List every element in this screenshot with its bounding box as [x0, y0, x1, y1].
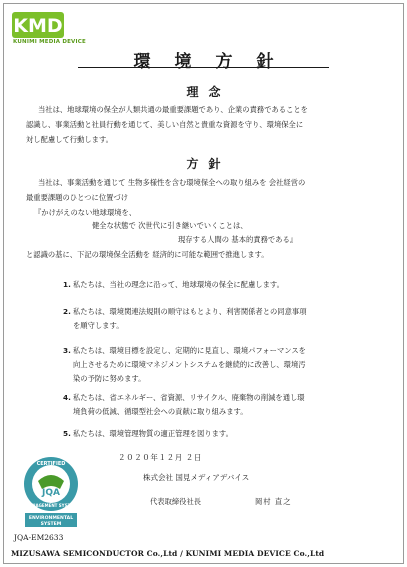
item-text: 私たちは、当社の理念に沿って、地球環境の保全に配慮します。	[73, 280, 284, 289]
philosophy-line: 認識し、事業活動と社員行動を通じて、美しい自然と貴重な資源を守り、環境保全に	[26, 120, 304, 129]
policy-line: 最重要課題のひとつに位置づけ	[26, 193, 129, 202]
item-text: 向上させるために環境マネジメントシステムを継続的に改善し、環境汚	[73, 360, 306, 369]
item-text: 私たちは、環境管理物質の適正管理を図ります。	[73, 429, 233, 438]
page-title: 環境方針	[133, 52, 298, 72]
item-text: 私たちは、環境目標を設定し、定期的に見直し、環境パフォーマンスを	[73, 346, 306, 355]
item-text: 境負荷の低減、循環型社会への貢献に取り組みます。	[73, 407, 248, 416]
policy-quote-line: 現存する人間の 基本的責務である』	[178, 235, 298, 244]
item-number: 1.	[63, 280, 71, 289]
policy-quote-line: 健全な状態で 次世代に引き継いでいくことは、	[92, 221, 248, 230]
philosophy-heading: 理念	[186, 85, 231, 99]
item-text: を順守します。	[73, 321, 124, 330]
title-underline	[78, 67, 329, 68]
item-number: 4.	[63, 393, 71, 402]
cert-top-text: CERTIFIED	[36, 461, 66, 467]
signer-title: 代表取締役社長	[150, 497, 202, 506]
footer-company-names: MIZUSAWA SEMICONDUCTOR Co.,Ltd / KUNIMI MEDIA DEVICE Co.,Ltd	[11, 549, 325, 558]
logo-subtitle: KUNIMI MEDIA DEVICE	[13, 39, 86, 45]
jqa-certification-mark	[20, 455, 82, 527]
issue-date: ２０２０年１２月 ２日	[118, 453, 202, 462]
certification-code: JQA-EM2633	[14, 533, 64, 542]
item-text: 染の予防に努めます。	[73, 374, 146, 383]
philosophy-line: 対し配慮して行動します。	[26, 135, 113, 144]
company-logo	[12, 12, 86, 50]
cert-label-line2: SYSTEM	[40, 522, 62, 527]
item-text: 私たちは、環境関連法規則の順守はもとより、利害関係者との同意事項	[73, 307, 307, 316]
policy-line: 当社は、事業活動を通じて 生物多様性を含む環境保全への取り組みを 会社経営の	[38, 178, 306, 187]
philosophy-line: 当社は、地球環境の保全が人類共通の最重要課題であり、企業の責務であることを	[38, 105, 308, 114]
cert-label-line1: ENVIRONMENTAL	[28, 516, 74, 521]
item-number: 5.	[63, 429, 71, 438]
policy-line: と認識の基に、下記の環境保全活動を 経済的に可能な範囲で推進します。	[26, 250, 269, 259]
cert-mark-text: JQA	[42, 488, 60, 498]
company-name: 株式会社 国見メディアデバイス	[143, 473, 250, 482]
policy-quote-line: 『かけがえのない地球環境を、	[34, 208, 137, 217]
signer-name: 岡村 直之	[255, 497, 292, 506]
item-number: 3.	[63, 346, 71, 355]
item-number: 2.	[63, 307, 71, 316]
policy-heading: 方針	[186, 157, 231, 171]
logo-letters: KMD	[13, 15, 63, 37]
kmd-logo-mark	[12, 12, 64, 38]
item-text: 私たちは、省エネルギー、省資源、リサイクル、廃棄物の削減を通し環	[73, 393, 305, 402]
cert-ring-text: MANAGEMENT SYSTEM	[25, 503, 77, 508]
